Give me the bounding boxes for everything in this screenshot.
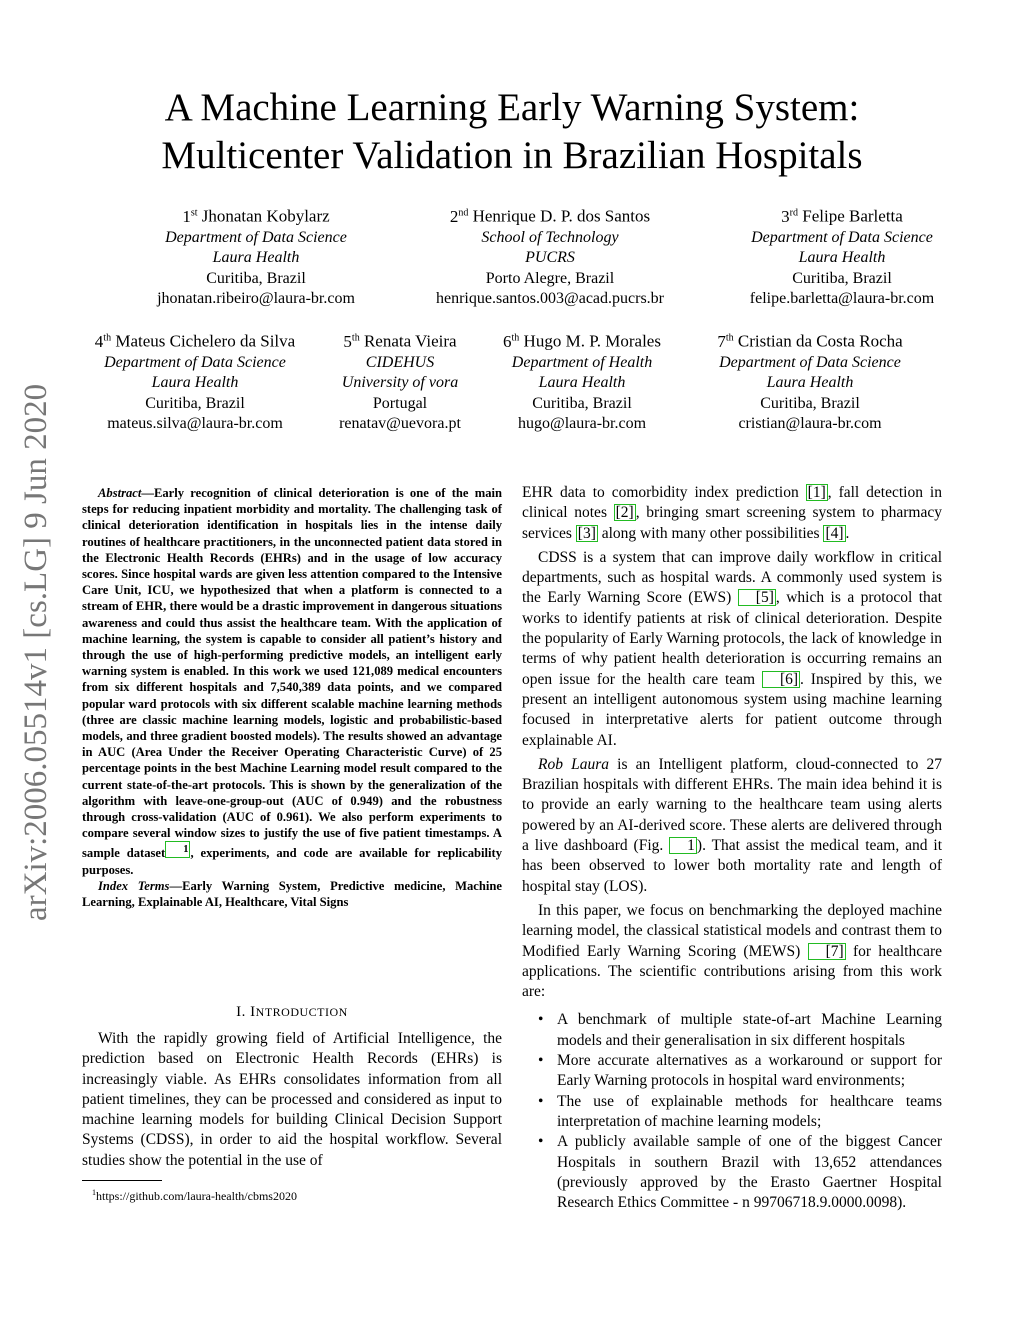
- contributions-list: [522, 1010, 942, 1213]
- author-block-4: [75, 327, 315, 435]
- index-terms-label: Index Terms: [98, 879, 170, 894]
- citation-link[interactable]: [1]: [807, 484, 826, 501]
- citation-link[interactable]: [7]: [808, 943, 846, 960]
- author-city: Curitiba, Brazil: [532, 394, 632, 412]
- index-terms: Early Warning System, Predictive medicine, Machine Learning, Explainable AI, Healthcare, Vital Signs: [82, 879, 502, 910]
- abstract-label: Abstract: [98, 486, 142, 500]
- intro-column-2: [522, 483, 942, 1213]
- author-ordinal: 4th: [94, 331, 112, 351]
- abstract: Abstract—Early recognition of clinical deterioration is one of the main steps for reducing inpatient morbidity and mortality. The challenging task of clinical deterioration identification in hospitals lies in the intense daily routines of healthcare practitioners, in the unconnected patient data stored in the Electronic Health Records (EHRs) and in the usage of low accuracy scores. Since hospital wards are given less attention compared to the Intensive Care Unit, ICU, we hypothesized that when a platform is connected to a stream of EHR, there would be a drastic improvement in dangerous situations awareness and could thus assist the healthcare team. With the application of machine learning, the system is capable to consider all patient’s history and through the use of high-performing predictive models, an intelligent early warning system is enabled. In this work we used 121,089 medical encounters from six different hospitals and 7,540,389 data points, and we compared popular ward protocols with six different scalable machine learning methods (three are classic machine learning models, logistic and probabilistic-based models, and three gradient boosted models). The results showed an advantage in AUC (Area Under the Receiver Operating Characteristic Curve) of 25 percentage points in the best Machine Learning model result compared to the current state-of-the-art protocols. This is shown by the generalization of the algorithm with leave-one-group-out (AUC of 0.949) and the robustness through cross-validation (AUC of 0.961). We also perform experiments to compare several window sizes to justify the use of five patient timestamps. A sample dataset $^1$ , experiments, and code are available for replicability purposes. Index Terms—Early Warning System, Predictive medicine, Machine Learning, Explainable AI, Healthcare, Vital Signs: [82, 486, 502, 910]
- section-heading: I. INTRODUCTION: [236, 1004, 348, 1020]
- intro-paragraph: With the rapidly growing field of Artificial Intelligence, the prediction based on Electronic Health Records (EHRs) is increasingly viable. As EHRs consolidates information from all patient timelines, they can be processed and considered as input to machine learning models for building Clinical Decision Support Systems (CDSS), in order to aid the hospital workflow. Several studies show the potential in the use of: [82, 1030, 502, 1169]
- author-city: Curitiba, Brazil: [792, 269, 892, 287]
- author-name: Hugo M. P. Morales: [523, 331, 661, 351]
- author-ordinal: 5th: [343, 331, 360, 351]
- author-dept: Department of Data Science: [165, 228, 347, 246]
- list-item: • A benchmark of multiple state-of-art Machine Learning models and their generalisation in six different hospitals: [538, 1011, 942, 1049]
- author-name: Jhonatan Kobylarz: [201, 206, 330, 226]
- author-org: Laura Health: [766, 374, 854, 392]
- bullet-icon: •: [538, 1052, 544, 1070]
- author-ordinal: 3rd: [781, 206, 799, 226]
- author-block-6: [482, 327, 682, 435]
- list-item: • The use of explainable methods for healthcare teams interpretation of machine learning models;: [538, 1092, 942, 1130]
- author-org: Laura Health: [212, 249, 300, 267]
- bullet-icon: •: [538, 1011, 544, 1029]
- author-dept: Department of Data Science: [104, 353, 286, 371]
- author-name: Felipe Barletta: [802, 206, 903, 226]
- arxiv-identifier: arXiv:2006.05514v1 [cs.LG] 9 Jun 2020: [18, 383, 54, 922]
- author-block-7: [690, 327, 930, 435]
- bullet-icon: •: [538, 1092, 544, 1110]
- author-city: Porto Alegre, Brazil: [485, 269, 615, 287]
- author-dept: School of Technology: [481, 228, 619, 246]
- citation-link[interactable]: [2]: [615, 504, 634, 522]
- author-org: University of vora: [341, 374, 459, 392]
- author-city: Portugal: [372, 394, 428, 412]
- author-email[interactable]: jhonatan.ribeiro@laura-br.com: [157, 290, 355, 308]
- author-block-3: [712, 202, 972, 310]
- author-ordinal: 1st: [182, 206, 198, 226]
- citation-link[interactable]: [5]: [738, 589, 776, 606]
- author-email[interactable]: hugo@laura-br.com: [517, 415, 647, 433]
- author-block-1: [96, 202, 416, 310]
- author-email[interactable]: cristian@laura-br.com: [738, 415, 882, 433]
- footnote-url[interactable]: https://github.com/laura-health/cbms2020: [96, 1189, 297, 1203]
- paragraph-rob-laura: Rob Laura is an Intelligent platform, cloud-connected to 27 Brazilian hospitals with different EHRs. The main idea behind it is to provide an early warning to the healthcare team using alerts powered by an AI-derived score. These alerts are delivered through a live dashboard (Fig. 1 ). That assist the medical team, and it has been observed to lower both mortality rate and length of hospital stay (LOS).: [522, 755, 942, 895]
- author-ordinal: 6th: [503, 331, 520, 351]
- author-dept: Department of Health: [511, 353, 653, 371]
- citation-link[interactable]: [6]: [762, 671, 800, 688]
- author-email[interactable]: felipe.barletta@laura-br.com: [749, 290, 935, 308]
- title-line-2: Multicenter Validation in Brazilian Hospitals: [161, 134, 863, 177]
- paragraph-ehr: EHR data to comorbidity index prediction [1] , fall detection in clinical notes [2] , bringing smart screening system to pharmacy services [3] along with many other possibilities [4] .: [522, 484, 942, 542]
- author-city: Curitiba, Brazil: [206, 269, 306, 287]
- author-name: Mateus Cichelero da Silva: [115, 331, 296, 351]
- list-item: • More accurate alternatives as a workaround or support for Early Warning protocols in hospital ward environments;: [538, 1052, 942, 1090]
- author-name: Cristian da Costa Rocha: [737, 331, 903, 351]
- abstract-text-end: , experiments, and code are available for replicability purposes.: [82, 846, 502, 877]
- author-block-5: [325, 327, 475, 435]
- paper-title: [60, 84, 964, 180]
- author-email[interactable]: renatav@uevora.pt: [339, 415, 461, 433]
- paragraph-cdss: CDSS is a system that can improve daily workflow in critical departments, such as hospital wards. A commonly used system is the Early Warning Score (EWS) [5] , which is a protocol that works to identify patients at risk of clinical deterioration. Despite the popularity of Early Warning protocols, the lack of knowledge in terms of why patient health deterioration is occurring remains an open issue for the health care team [6] . Inspired by this, we present an intelligent autonomous system using machine learning focused in interpretative alerts for patient outcome through explainable AI.: [522, 548, 942, 749]
- bullet-icon: •: [538, 1133, 544, 1151]
- author-block-2: [400, 202, 700, 310]
- author-org: PUCRS: [525, 249, 575, 267]
- footnote-divider: [82, 1180, 162, 1181]
- footnote: $^1$https://github.com/laura-health/cbms2020: [92, 1188, 297, 1203]
- abstract-text: Early recognition of clinical deterioration is one of the main steps for reducing inpatient morbidity and mortality. The challenging task of clinical deterioration identification in hospitals lies in the intense daily routines of healthcare practitioners, in the unconnected patient data stored in the Electronic Health Records (EHRs) and in the usage of low accuracy scores. Since hospital wards are given less attention compared to the Intensive Care Unit, ICU, we hypothesized that when a platform is connected to a stream of EHR, there would be a drastic improvement in dangerous situations awareness and could thus assist the healthcare team. With the application of machine learning, the system is capable to consider all patient’s history and through the use of high-performing predictive models, an intelligent early warning system is enabled. In this work we used 121,089 medical encounters from six different hospitals and 7,540,389 data points, and we compared popular ward protocols with six different scalable machine learning methods (three are classic machine learning models, logistic and probabilistic-based models, and three gradient boosted models). The results showed an advantage in AUC (Area Under the Receiver Operating Characteristic Curve) of 25 percentage points in the best Machine Learning model result compared to the current state-of-the-art protocols. This is shown by the generalization of the algorithm with leave-one-group-out (AUC of 0.949) and the robustness through cross-validation (AUC of 0.961). We also perform experiments to compare several window sizes to justify the use of five patient timestamps. A sample dataset: [82, 486, 502, 861]
- footnote-ref[interactable]: 1: [165, 841, 190, 858]
- figure-link[interactable]: 1: [669, 837, 697, 854]
- author-name: Henrique D. P. dos Santos: [472, 206, 651, 226]
- author-email[interactable]: mateus.silva@laura-br.com: [107, 415, 283, 433]
- author-city: Curitiba, Brazil: [145, 394, 245, 412]
- author-ordinal: 7th: [717, 331, 734, 351]
- paragraph-focus: In this paper, we focus on benchmarking the deployed machine learning model, the classical statistical models and contrast them to Modified Early Warning Scoring (MEWS) [7] for healthcare applications. The scientific contributions arising from this work are:: [522, 901, 943, 1001]
- list-item: • A publicly available sample of one of the biggest Cancer Hospitals in southern Brazil with 13,652 attendances (previously approved by the Erasto Gaertner Hospital Research Ethics Committee - n 99706718.9.0000.0098).: [538, 1133, 942, 1212]
- citation-link[interactable]: [3]: [577, 524, 596, 542]
- citation-link[interactable]: [4]: [825, 524, 844, 542]
- author-org: Laura Health: [151, 374, 239, 392]
- author-ordinal: 2nd: [449, 206, 469, 226]
- author-org: Laura Health: [538, 374, 626, 392]
- author-dept: CIDEHUS: [365, 353, 435, 371]
- intro-column-1: [82, 1029, 502, 1171]
- author-dept: Department of Data Science: [719, 353, 901, 371]
- author-email[interactable]: henrique.santos.003@acad.pucrs.br: [436, 290, 664, 308]
- title-line-1: A Machine Learning Early Warning System:: [164, 86, 860, 129]
- author-name: Renata Vieira: [363, 331, 457, 351]
- author-dept: Department of Data Science: [751, 228, 933, 246]
- author-city: Curitiba, Brazil: [760, 394, 860, 412]
- author-org: Laura Health: [798, 249, 886, 267]
